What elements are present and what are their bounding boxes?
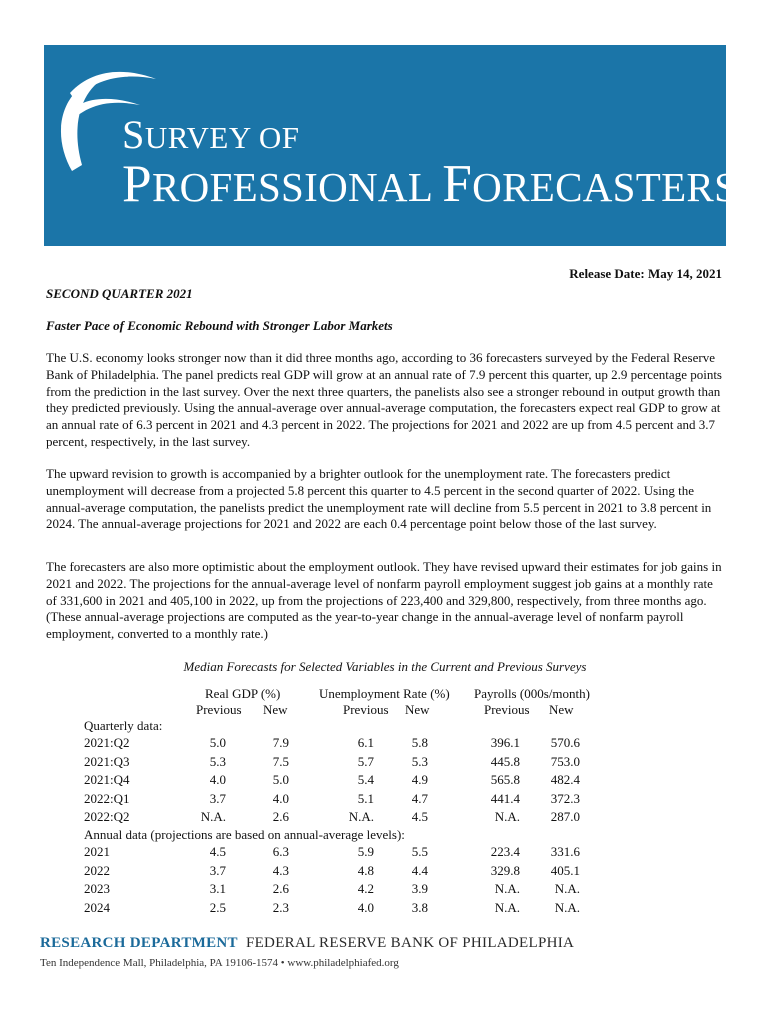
table-cell: 405.1 (550, 862, 580, 878)
column-previous-header: Previous (196, 702, 242, 717)
annual-section-label: Annual data (projections are based on annual-average levels): (84, 827, 405, 842)
table-cell: 5.5 (411, 844, 428, 859)
table-cell: 3.7 (209, 862, 226, 878)
column-new-header: New (263, 702, 288, 717)
table-cell: 2.6 (272, 809, 289, 824)
table-cell: 396.1 (490, 735, 520, 750)
row-label: 2023 (84, 881, 110, 896)
column-group-header: Payrolls (000s/month) (474, 686, 590, 701)
table-cell: 3.1 (209, 881, 226, 896)
row-label: 2021:Q4 (84, 772, 130, 787)
table-cell: 753.0 (550, 753, 580, 769)
table-cell: 4.5 (411, 809, 428, 824)
table-cell: 4.4 (411, 862, 428, 878)
table-cell: 482.4 (550, 772, 580, 787)
column-new-header: New (405, 702, 430, 717)
table-cell: N.A. (348, 809, 374, 824)
table-cell: N.A. (494, 881, 520, 896)
table-cell: 441.4 (490, 790, 520, 806)
table-caption: Median Forecasts for Selected Variables in the Current and Previous Surveys (183, 659, 587, 674)
table-cell: 5.3 (411, 753, 428, 769)
table-cell: N.A. (494, 899, 520, 915)
footer-department (40, 935, 574, 952)
table-cell: 6.1 (357, 735, 374, 750)
row-label: 2024 (84, 899, 110, 915)
table-cell: 2.3 (272, 899, 289, 915)
headline: Faster Pace of Economic Rebound with Stronger Labor Markets (46, 318, 393, 333)
column-new-header: New (549, 702, 574, 717)
table-cell: 4.9 (411, 772, 428, 787)
table-cell: 5.9 (357, 844, 374, 859)
row-label: 2021 (84, 844, 110, 859)
research-department: RESEARCH DEPARTMENT (40, 935, 238, 951)
column-group-header: Real GDP (%) (205, 686, 281, 701)
table-cell: 5.4 (357, 772, 374, 787)
table-cell: 4.0 (209, 772, 226, 787)
table-cell: 7.9 (272, 735, 289, 750)
table-cell: 5.7 (357, 753, 374, 769)
table-cell: 445.8 (490, 753, 520, 769)
table-cell: 4.0 (357, 899, 374, 915)
column-group-header: Unemployment Rate (%) (319, 686, 450, 701)
table-cell: 4.2 (357, 881, 374, 896)
paragraph-employment: The forecasters are also more optimistic about the employment outlook. They have revised upward their estimates for job gains in 2021 and 2022. The projections for the annual-average level of nonfarm payroll employment suggest job gains at a monthly rate of 331,600 in 2021 and 405,100 in 2022, up from the projections of 223,400 and 329,800, respectively, from three months ago. (These annual-average projections are computed as the year-to-year change in the annual-average level of nonfarm payroll employment, converted to a monthly rate.) (46, 559, 722, 642)
row-label: 2021:Q2 (84, 735, 130, 750)
table-cell: 3.8 (411, 899, 428, 915)
banner-title-professional-forecasters: PROFESSIONAL FORECASTERS (122, 154, 738, 213)
row-label: 2021:Q3 (84, 753, 130, 769)
table-cell: 372.3 (550, 790, 580, 806)
bank-name: FEDERAL RESERVE BANK OF PHILADELPHIA (245, 935, 575, 951)
table-cell: 3.9 (411, 881, 428, 896)
table-cell: 5.8 (411, 735, 428, 750)
table-cell: N.A. (554, 881, 580, 896)
table-cell: N.A. (554, 899, 580, 915)
table-cell: 331.6 (550, 844, 580, 859)
release-date: Release Date: May 14, 2021 (569, 266, 722, 281)
table-cell: 223.4 (490, 844, 520, 859)
table-cell: 5.0 (272, 772, 289, 787)
row-label: 2022:Q2 (84, 809, 130, 824)
column-previous-header: Previous (343, 702, 389, 717)
table-cell: N.A. (494, 809, 520, 824)
title-banner (44, 45, 738, 246)
quarterly-section-label: Quarterly data: (84, 718, 163, 733)
table-cell: 5.1 (357, 790, 374, 806)
table-cell: 3.7 (209, 790, 226, 806)
table-cell: 570.6 (550, 735, 580, 750)
table-cell: 5.3 (209, 753, 226, 769)
banner-title-survey-of: SURVEY OF (122, 112, 300, 157)
column-previous-header: Previous (484, 702, 530, 717)
paragraph-unemployment: The upward revision to growth is accompanied by a brighter outlook for the unemployment rate. The forecasters predict unemployment will decrease from a projected 5.8 percent this quarter to 4.5 percent in the second quarter of 2022. Using the annual-average computation, the panelists predict the unemployment rate will decline from 5.5 percent in 2021 to 3.8 percent in 2024. The annual-average projections for 2021 and 2022 are each 0.4 percentage point below those of the last survey. (46, 466, 712, 532)
table-cell: 4.0 (272, 790, 289, 806)
table-cell: N.A. (200, 809, 226, 824)
table-cell: 329.8 (490, 862, 520, 878)
table-cell: 7.5 (272, 753, 289, 769)
row-label: 2022:Q1 (84, 790, 130, 806)
table-cell: 4.5 (209, 844, 226, 859)
table-cell: 4.7 (411, 790, 428, 806)
table-cell: 6.3 (272, 844, 289, 859)
footer-address: Ten Independence Mall, Philadelphia, PA 19106-1574 • www.philadelphiafed.org (40, 957, 399, 969)
row-label: 2022 (84, 862, 110, 878)
table-cell: 2.6 (272, 881, 289, 896)
survey-quarter: SECOND QUARTER 2021 (46, 286, 193, 301)
table-cell: 2.5 (209, 899, 226, 915)
table-cell: 4.3 (272, 862, 289, 878)
table-cell: 4.8 (357, 862, 374, 878)
paragraph-gdp: The U.S. economy looks stronger now than it did three months ago, according to 36 forecasters surveyed by the Federal Reserve Bank of Philadelphia. The panel predicts real GDP will grow at an annual rate of 7.9 percent this quarter, up 2.9 percentage points from the prediction in the last survey. Over the next three quarters, the panelists also see a stronger rebound in output growth than they predicted previously. Using the annual-average over annual-average computation, the forecasters expect real GDP to grow at an annual rate of 6.3 percent in 2021 and 4.3 percent in 2022. The projections for 2021 and 2022 are up from 4.5 percent and 3.7 percent, respectively, in the last survey. (46, 350, 722, 449)
table-cell: 565.8 (490, 772, 520, 787)
table-cell: 287.0 (550, 809, 580, 824)
table-cell: 5.0 (209, 735, 226, 750)
